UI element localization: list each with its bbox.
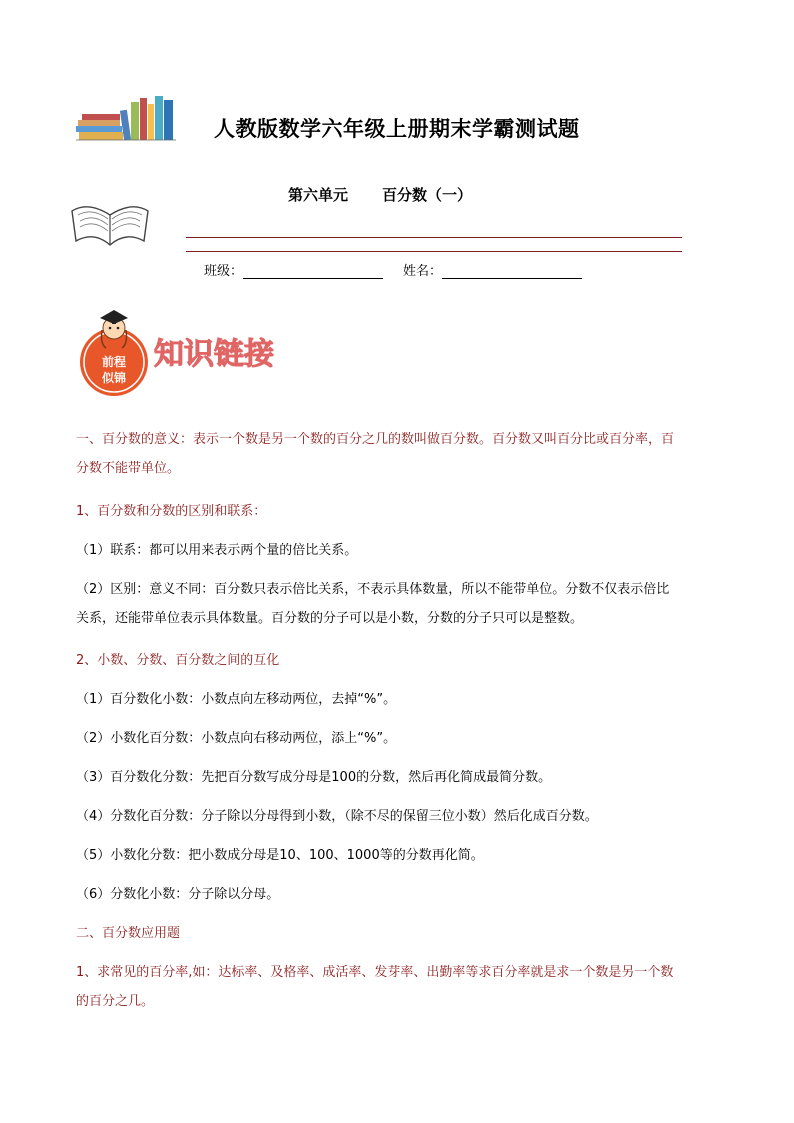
text-line: （5）小数化分数：把小数成分母是10、100、1000等的分数再化简。 xyxy=(76,848,484,863)
divider-bottom xyxy=(186,251,682,252)
class-field[interactable] xyxy=(243,264,383,279)
section-heading: 2、小数、分数、百分数之间的互化 xyxy=(76,653,280,668)
definition-paragraph xyxy=(76,425,724,483)
class-label: 班级： xyxy=(204,264,244,279)
text-line: （4）分数化百分数：分子除以分母得到小数，（除不尽的保留三位小数）然后化成百分数。 xyxy=(76,809,598,824)
unit-heading xyxy=(288,184,472,205)
text-line: 关系，还能带单位表示具体数量。百分数的分子可以是小数，分数的分子只可以是整数。 xyxy=(76,611,584,626)
page-title: 人教版数学六年级上册期末学霸测试题 xyxy=(214,116,580,141)
books-icon xyxy=(76,92,176,142)
section-heading: 二、百分数应用题 xyxy=(76,926,181,941)
knowledge-link-banner xyxy=(74,300,324,405)
text-line: 分数不能带单位。 xyxy=(76,461,181,476)
text-line: 1、求常见的百分率,如：达标率、及格率、成活率、发芽率、出勤率等求百分率就是求一个数是另一个数 xyxy=(76,965,674,980)
knowledge-heading: 知识链接 xyxy=(154,337,274,372)
badge-text-1: 前程 xyxy=(101,355,127,369)
section-heading: 1、百分数和分数的区别和联系： xyxy=(76,504,267,519)
unit-topic: 百分数（一） xyxy=(382,186,473,204)
text-line: （2）小数化百分数：小数点向右移动两位，添上“%”。 xyxy=(76,731,397,746)
text-line: （3）百分数化分数：先把百分数写成分母是100的分数，然后再化简成最简分数。 xyxy=(76,770,552,785)
text-line: （2）区别：意义不同：百分数只表示倍比关系，不表示具体数量，所以不能带单位。分数不仅表示倍比 xyxy=(76,582,670,597)
open-book-icon xyxy=(68,193,152,249)
text-line: （6）分数化小数：分子除以分母。 xyxy=(76,887,280,902)
badge-text-2: 似锦 xyxy=(101,371,127,385)
unit-number: 第六单元 xyxy=(288,186,349,204)
rate-paragraph xyxy=(76,958,724,1016)
difference-paragraph xyxy=(76,575,724,633)
name-label: 姓名： xyxy=(403,264,443,279)
text-line: 的百分之几。 xyxy=(76,994,155,1009)
text-line: （1）联系：都可以用来表示两个量的倍比关系。 xyxy=(76,543,358,558)
text-line: 一、百分数的意义：表示一个数是另一个数的百分之几的数叫做百分数。百分数又叫百分比或百分率，百 xyxy=(76,432,675,447)
divider-top xyxy=(186,237,682,238)
student-info xyxy=(204,260,582,279)
text-line: （1）百分数化小数：小数点向左移动两位，去掉“%”。 xyxy=(76,692,397,707)
name-field[interactable] xyxy=(442,264,582,279)
